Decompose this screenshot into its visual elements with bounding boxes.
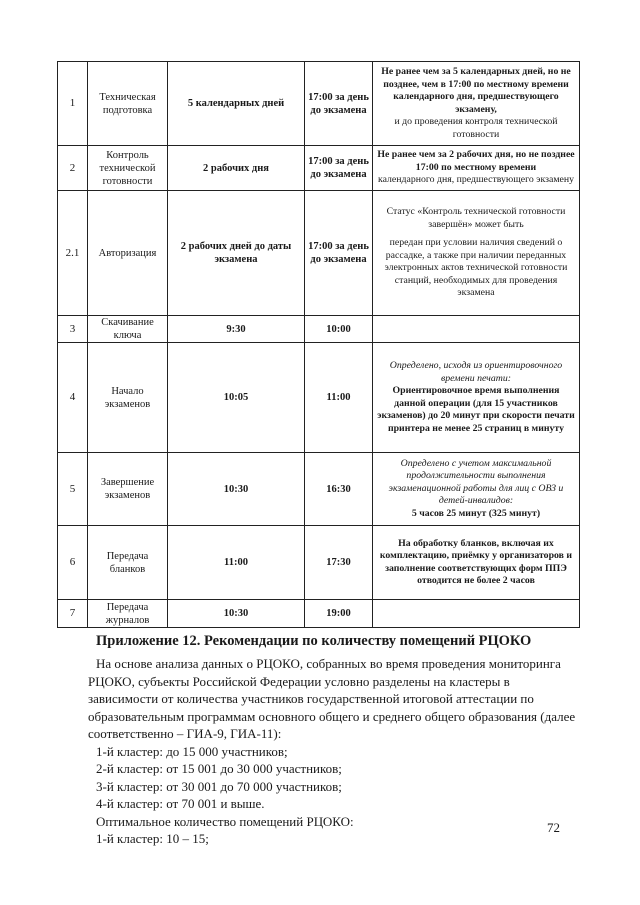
end-cell: 17:00 за день до экзамена [305,146,373,191]
cluster-item: 3-й кластер: от 30 001 до 70 000 участников; [96,778,342,794]
note-bold-text: Не ранее чем за 2 рабочих дня, но не позднее 17:00 по местному времени [377,149,575,173]
optimal-heading: Оптимальное количество помещений РЦОКО: [96,813,354,829]
note-cell [373,316,580,343]
note-plain-text: передан при условии наличия сведений о рассадке, а также при наличии переданных электронных актов технической готовности станций, необходимых для проведения экзамена [384,237,568,299]
table-row [58,526,580,600]
table-row [58,453,580,526]
note-cell [373,343,580,453]
end-cell: 17:00 за день до экзамена [305,62,373,146]
stage-cell: Передача журналов [88,600,168,628]
row-number: 4 [58,343,88,453]
table-row [58,600,580,628]
page-number: 72 [547,820,560,835]
end-cell: 19:00 [305,600,373,628]
note-cell [373,191,580,316]
end-cell: 16:30 [305,453,373,526]
table-row [58,343,580,453]
schedule-table [57,61,580,628]
stage-cell: Завершение экзаменов [88,453,168,526]
stage-cell: Контроль технической готовности [88,146,168,191]
end-cell: 17:30 [305,526,373,600]
note-plain-text: и до проведения контроля технической готовности [394,116,558,140]
note-plain-text: календарного дня, предшествующего экзамену [377,174,575,186]
table-row [58,146,580,191]
start-cell: 10:30 [168,453,305,526]
note-cell [373,62,580,146]
start-cell: 2 рабочих дней до даты экзамена [168,191,305,316]
row-number: 6 [58,526,88,600]
note-plain-text: Статус «Контроль технической готовности завершён» может быть [386,206,566,230]
appendix-body [88,655,580,848]
note-bold-text: Ориентировочное время выполнения данной операции (для 15 участников экзаменов) до 20 минут при скорости печати принтера не менее 25 страниц в минуту [377,385,575,434]
note-bold-text: Не ранее чем за 5 календарных дней, но не позднее, чем в 17:00 по местному времени календарного дня, предшествующего экзамену, [381,66,571,115]
cluster-item: 1-й кластер: до 15 000 участников; [96,743,288,759]
note-bold-text: На обработку бланков, включая их комплектацию, приёмку у организаторов и заполнение соответствующих форм ППЭ отводится не более 2 часов [379,537,573,586]
appendix-title: Приложение 12. Рекомендации по количеству помещений РЦОКО [96,633,532,649]
start-cell: 10:30 [168,600,305,628]
row-number: 2 [58,146,88,191]
row-number: 2.1 [58,191,88,316]
stage-cell: Авторизация [88,191,168,316]
table-row [58,191,580,316]
row-number: 3 [58,316,88,343]
row-number: 5 [58,453,88,526]
note-cell [373,453,580,526]
cluster-item: 4-й кластер: от 70 001 и выше. [96,796,265,811]
end-cell: 10:00 [305,316,373,343]
end-cell: 17:00 за день до экзамена [305,191,373,316]
note-cell [373,600,580,628]
note-italic-text: Определено с учетом максимальной продолжительности выполнения экзаменационной работы для лиц с ОВЗ и детей-инвалидов: [388,457,564,507]
stage-cell: Начало экзаменов [88,343,168,453]
note-cell [373,146,580,191]
table-row [58,62,580,146]
cluster-item: 2-й кластер: от 15 001 до 30 000 участников; [96,761,342,776]
start-cell: 5 календарных дней [168,62,305,146]
stage-cell: Техническая подготовка [88,62,168,146]
start-cell: 11:00 [168,526,305,600]
start-cell: 10:05 [168,343,305,453]
note-cell [373,526,580,600]
row-number: 7 [58,600,88,628]
table-row [58,316,580,343]
optimal-cluster-item: 1-й кластер: 10 – 15; [96,831,209,846]
stage-cell: Скачивание ключа [88,316,168,343]
row-number: 1 [58,62,88,146]
note-italic-text: Определено, исходя из ориентировочного времени печати: [389,360,563,384]
start-cell: 9:30 [168,316,305,343]
stage-cell: Передача бланков [88,526,168,600]
end-cell: 11:00 [305,343,373,453]
note-bold-text: 5 часов 25 минут (325 минут) [411,507,541,519]
intro-paragraph: На основе анализа данных о РЦОКО, собранных во время проведения мониторинга РЦОКО, субъекты Российской Федерации условно разделены на кластеры в зависимости от количества участников государственной итоговой аттестации по образовательным программам основного общего и среднего общего образования (далее соответственно – ГИА-9, ГИА-11): [88,656,576,741]
start-cell: 2 рабочих дня [168,146,305,191]
